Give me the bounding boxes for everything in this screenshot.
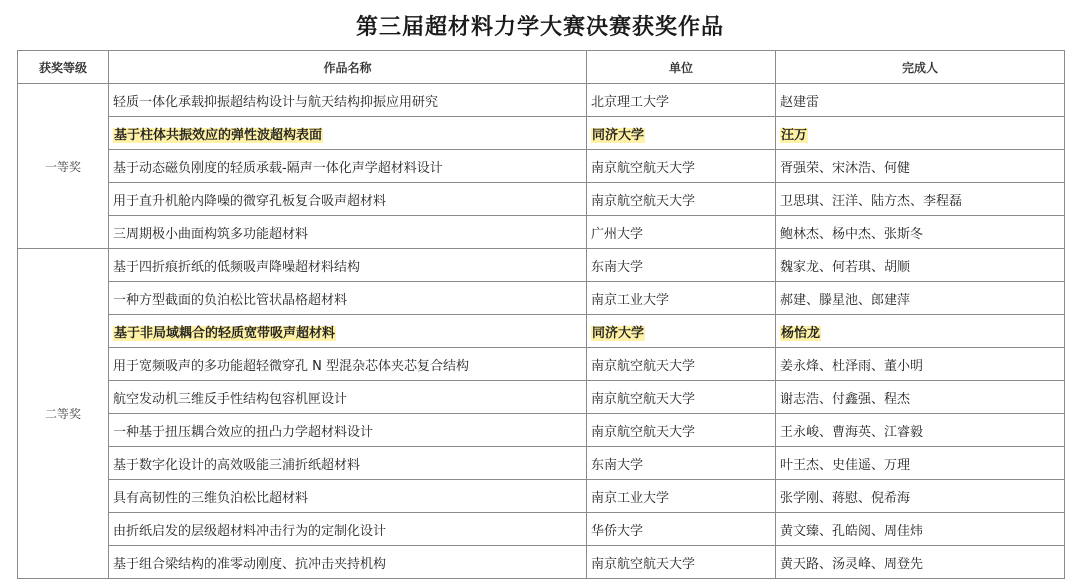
page-title: 第三届超材料力学大赛决赛获奖作品 bbox=[355, 14, 724, 40]
people-names: 黄文臻、孔皓阅、周佳炜 bbox=[780, 523, 924, 539]
header-people: 完成人 bbox=[776, 51, 1065, 84]
people-names: 叶王杰、史佳遥、万理 bbox=[780, 457, 911, 473]
header-unit: 单位 bbox=[587, 51, 776, 84]
people-names: 魏家龙、何若琪、胡顺 bbox=[780, 259, 911, 275]
unit-name: 华侨大学 bbox=[591, 523, 644, 539]
people-names: 姜永烽、杜泽雨、董小明 bbox=[780, 358, 924, 374]
unit-name: 南京航空航天大学 bbox=[591, 193, 696, 209]
people-cell bbox=[776, 150, 1065, 183]
unit-cell bbox=[587, 84, 776, 117]
unit-name: 同济大学 bbox=[592, 325, 645, 341]
unit-cell bbox=[587, 216, 776, 249]
work-name: 一种方型截面的负泊松比管状晶格超材料 bbox=[113, 292, 348, 308]
work-name-cell bbox=[109, 480, 587, 513]
table-row bbox=[18, 480, 1065, 513]
unit-name: 南京工业大学 bbox=[591, 292, 670, 308]
people-cell bbox=[776, 414, 1065, 447]
work-name: 由折纸启发的层级超材料冲击行为的定制化设计 bbox=[113, 523, 387, 539]
awards-table bbox=[17, 50, 1065, 579]
work-name: 基于柱体共振效应的弹性波超构表面 bbox=[114, 127, 323, 143]
unit-cell bbox=[587, 249, 776, 282]
people-cell bbox=[776, 249, 1065, 282]
unit-cell bbox=[587, 513, 776, 546]
people-names: 杨怡龙 bbox=[781, 325, 821, 341]
unit-name: 东南大学 bbox=[591, 259, 644, 275]
people-names: 谢志浩、付鑫强、程杰 bbox=[780, 391, 911, 407]
work-name-cell bbox=[109, 249, 587, 282]
unit-name: 同济大学 bbox=[592, 127, 645, 143]
table-row bbox=[18, 414, 1065, 447]
work-name: 航空发动机三维反手性结构包容机匣设计 bbox=[113, 391, 348, 407]
work-name: 基于非局域耦合的轻质宽带吸声超材料 bbox=[114, 325, 336, 341]
people-cell bbox=[776, 381, 1065, 414]
table-row bbox=[18, 183, 1065, 216]
unit-name: 广州大学 bbox=[591, 226, 644, 242]
people-names: 王永峻、曹海英、江睿毅 bbox=[780, 424, 924, 440]
unit-name: 南京航空航天大学 bbox=[591, 160, 696, 176]
work-name-cell bbox=[109, 513, 587, 546]
unit-name: 南京航空航天大学 bbox=[591, 556, 696, 572]
people-cell bbox=[776, 117, 1065, 150]
work-name-cell bbox=[109, 447, 587, 480]
unit-name: 南京航空航天大学 bbox=[591, 358, 696, 374]
work-name: 基于四折痕折纸的低频吸声降噪超材料结构 bbox=[113, 259, 361, 275]
unit-cell bbox=[587, 414, 776, 447]
work-name-cell bbox=[109, 216, 587, 249]
award-level-cell: 二等奖 bbox=[18, 249, 109, 579]
award-level-cell: 一等奖 bbox=[18, 84, 109, 249]
work-name: 用于宽频吸声的多功能超轻微穿孔 N 型混杂芯体夹芯复合结构 bbox=[113, 358, 469, 374]
people-names: 赵建雷 bbox=[780, 94, 820, 110]
table-body bbox=[18, 84, 1065, 579]
unit-cell bbox=[587, 282, 776, 315]
unit-cell bbox=[587, 183, 776, 216]
table-row bbox=[18, 513, 1065, 546]
work-name: 基于组合梁结构的准零动刚度、抗冲击夹持机构 bbox=[113, 556, 387, 572]
work-name: 一种基于扭压耦合效应的扭凸力学超材料设计 bbox=[113, 424, 374, 440]
work-name-cell bbox=[109, 282, 587, 315]
unit-cell bbox=[587, 480, 776, 513]
people-names: 汪万 bbox=[781, 127, 808, 143]
people-cell bbox=[776, 513, 1065, 546]
work-name: 轻质一体化承载抑振超结构设计与航天结构抑振应用研究 bbox=[113, 94, 439, 110]
work-name-cell bbox=[109, 546, 587, 579]
unit-name: 东南大学 bbox=[591, 457, 644, 473]
people-names: 张学刚、蒋慰、倪希海 bbox=[780, 490, 911, 506]
table-row bbox=[18, 282, 1065, 315]
people-cell bbox=[776, 447, 1065, 480]
unit-cell bbox=[587, 150, 776, 183]
table-row bbox=[18, 84, 1065, 117]
unit-cell bbox=[587, 546, 776, 579]
unit-cell bbox=[587, 117, 776, 150]
work-name-cell bbox=[109, 348, 587, 381]
people-names: 鲍林杰、杨中杰、张斯冬 bbox=[780, 226, 924, 242]
table-row bbox=[18, 546, 1065, 579]
work-name: 用于直升机舱内降噪的微穿孔板复合吸声超材料 bbox=[113, 193, 387, 209]
unit-name: 南京工业大学 bbox=[591, 490, 670, 506]
people-cell bbox=[776, 480, 1065, 513]
unit-name: 南京航空航天大学 bbox=[591, 391, 696, 407]
table-row bbox=[18, 249, 1065, 282]
unit-cell bbox=[587, 315, 776, 348]
people-cell bbox=[776, 546, 1065, 579]
work-name: 基于动态磁负刚度的轻质承载-隔声一体化声学超材料设计 bbox=[113, 160, 443, 176]
table-row bbox=[18, 150, 1065, 183]
table-row bbox=[18, 216, 1065, 249]
work-name-cell bbox=[109, 183, 587, 216]
header-level: 获奖等级 bbox=[18, 51, 109, 84]
table-row bbox=[18, 348, 1065, 381]
work-name-cell bbox=[109, 117, 587, 150]
work-name: 三周期极小曲面构筑多功能超材料 bbox=[113, 226, 309, 242]
unit-name: 北京理工大学 bbox=[591, 94, 670, 110]
unit-cell bbox=[587, 348, 776, 381]
people-cell bbox=[776, 315, 1065, 348]
people-names: 郝建、滕星池、郎建萍 bbox=[780, 292, 911, 308]
people-names: 卫思琪、汪洋、陆方杰、李程磊 bbox=[780, 193, 963, 209]
unit-cell bbox=[587, 381, 776, 414]
unit-name: 南京航空航天大学 bbox=[591, 424, 696, 440]
work-name-cell bbox=[109, 381, 587, 414]
work-name-cell bbox=[109, 315, 587, 348]
work-name: 基于数字化设计的高效吸能三浦折纸超材料 bbox=[113, 457, 361, 473]
unit-cell bbox=[587, 447, 776, 480]
people-cell bbox=[776, 216, 1065, 249]
header-work-name: 作品名称 bbox=[109, 51, 587, 84]
table-row-highlighted bbox=[18, 117, 1065, 150]
work-name-cell bbox=[109, 84, 587, 117]
work-name-cell bbox=[109, 414, 587, 447]
work-name: 具有高韧性的三维负泊松比超材料 bbox=[113, 490, 309, 506]
table-row bbox=[18, 381, 1065, 414]
people-cell bbox=[776, 348, 1065, 381]
people-cell bbox=[776, 84, 1065, 117]
work-name-cell bbox=[109, 150, 587, 183]
table-header-row bbox=[18, 51, 1065, 84]
table-row bbox=[18, 447, 1065, 480]
people-cell bbox=[776, 282, 1065, 315]
people-names: 胥强荣、宋沐浩、何健 bbox=[780, 160, 911, 176]
people-names: 黄天路、汤灵峰、周登先 bbox=[780, 556, 924, 572]
table-row-highlighted bbox=[18, 315, 1065, 348]
people-cell bbox=[776, 183, 1065, 216]
